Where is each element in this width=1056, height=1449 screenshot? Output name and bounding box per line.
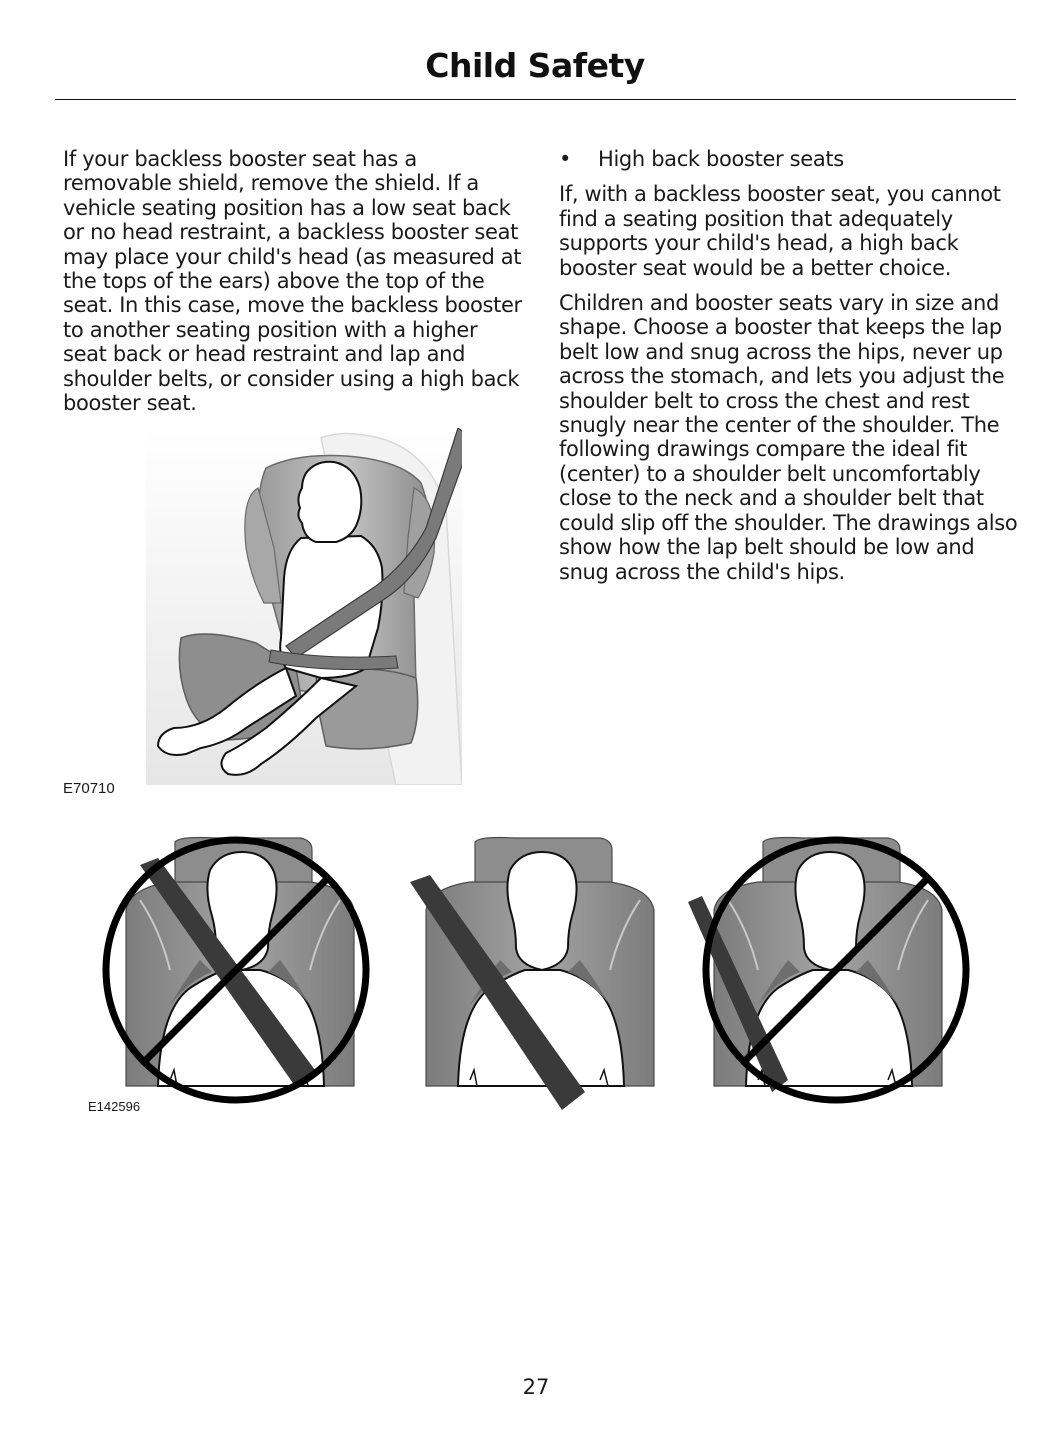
right-column [559, 147, 1029, 595]
belt-comparison-figure [100, 830, 980, 1110]
title-divider [55, 99, 1016, 100]
bullet-marker: • [559, 147, 572, 171]
page-title: Child Safety [425, 46, 645, 85]
belt-panel-shoulder [688, 838, 966, 1101]
booster-seat-figure [146, 428, 462, 785]
bullet-text: High back booster seats [598, 147, 844, 171]
belt-panel-neck [106, 838, 366, 1101]
left-paragraph: If your backless booster seat has a removable shield, remove the shield. If a vehicle seating position has a low seat back or no head restraint, a backless booster seat may place your child's head (as measured at the tops of the ears) above the top of the seat. In this case, move the backless booster to another seating position with a higher seat back or head restraint and lap and shoulder belts, or consider using a high back booster seat. [63, 147, 522, 416]
figure-label-comparison: E142596 [88, 1099, 141, 1114]
belt-comparison-illustration [100, 830, 980, 1110]
figure-label-booster: E70710 [63, 780, 115, 797]
page-number: 27 [522, 1375, 550, 1399]
high-back-booster-seat-illustration [146, 428, 462, 785]
right-paragraph-1: If, with a backless booster seat, you cannot find a seating position that adequately supports your child's head, a high back booster seat would be a better choice. [559, 182, 1001, 280]
left-column [63, 147, 525, 426]
bullet-item [559, 147, 1029, 171]
belt-panel-correct [410, 838, 654, 1111]
right-paragraph-2: Children and booster seats vary in size and shape. Choose a booster that keeps the lap belt low and snug across the hips, never up across the stomach, and lets you adjust the shoulder belt to cross the chest and rest snugly near the center of the shoulder. The following drawings compare the ideal fit (center) to a shoulder belt uncomfortably close to the neck and a shoulder belt that could slip off the shoulder. The drawings also show how the lap belt should be low and snug across the child's hips. [559, 291, 1018, 584]
